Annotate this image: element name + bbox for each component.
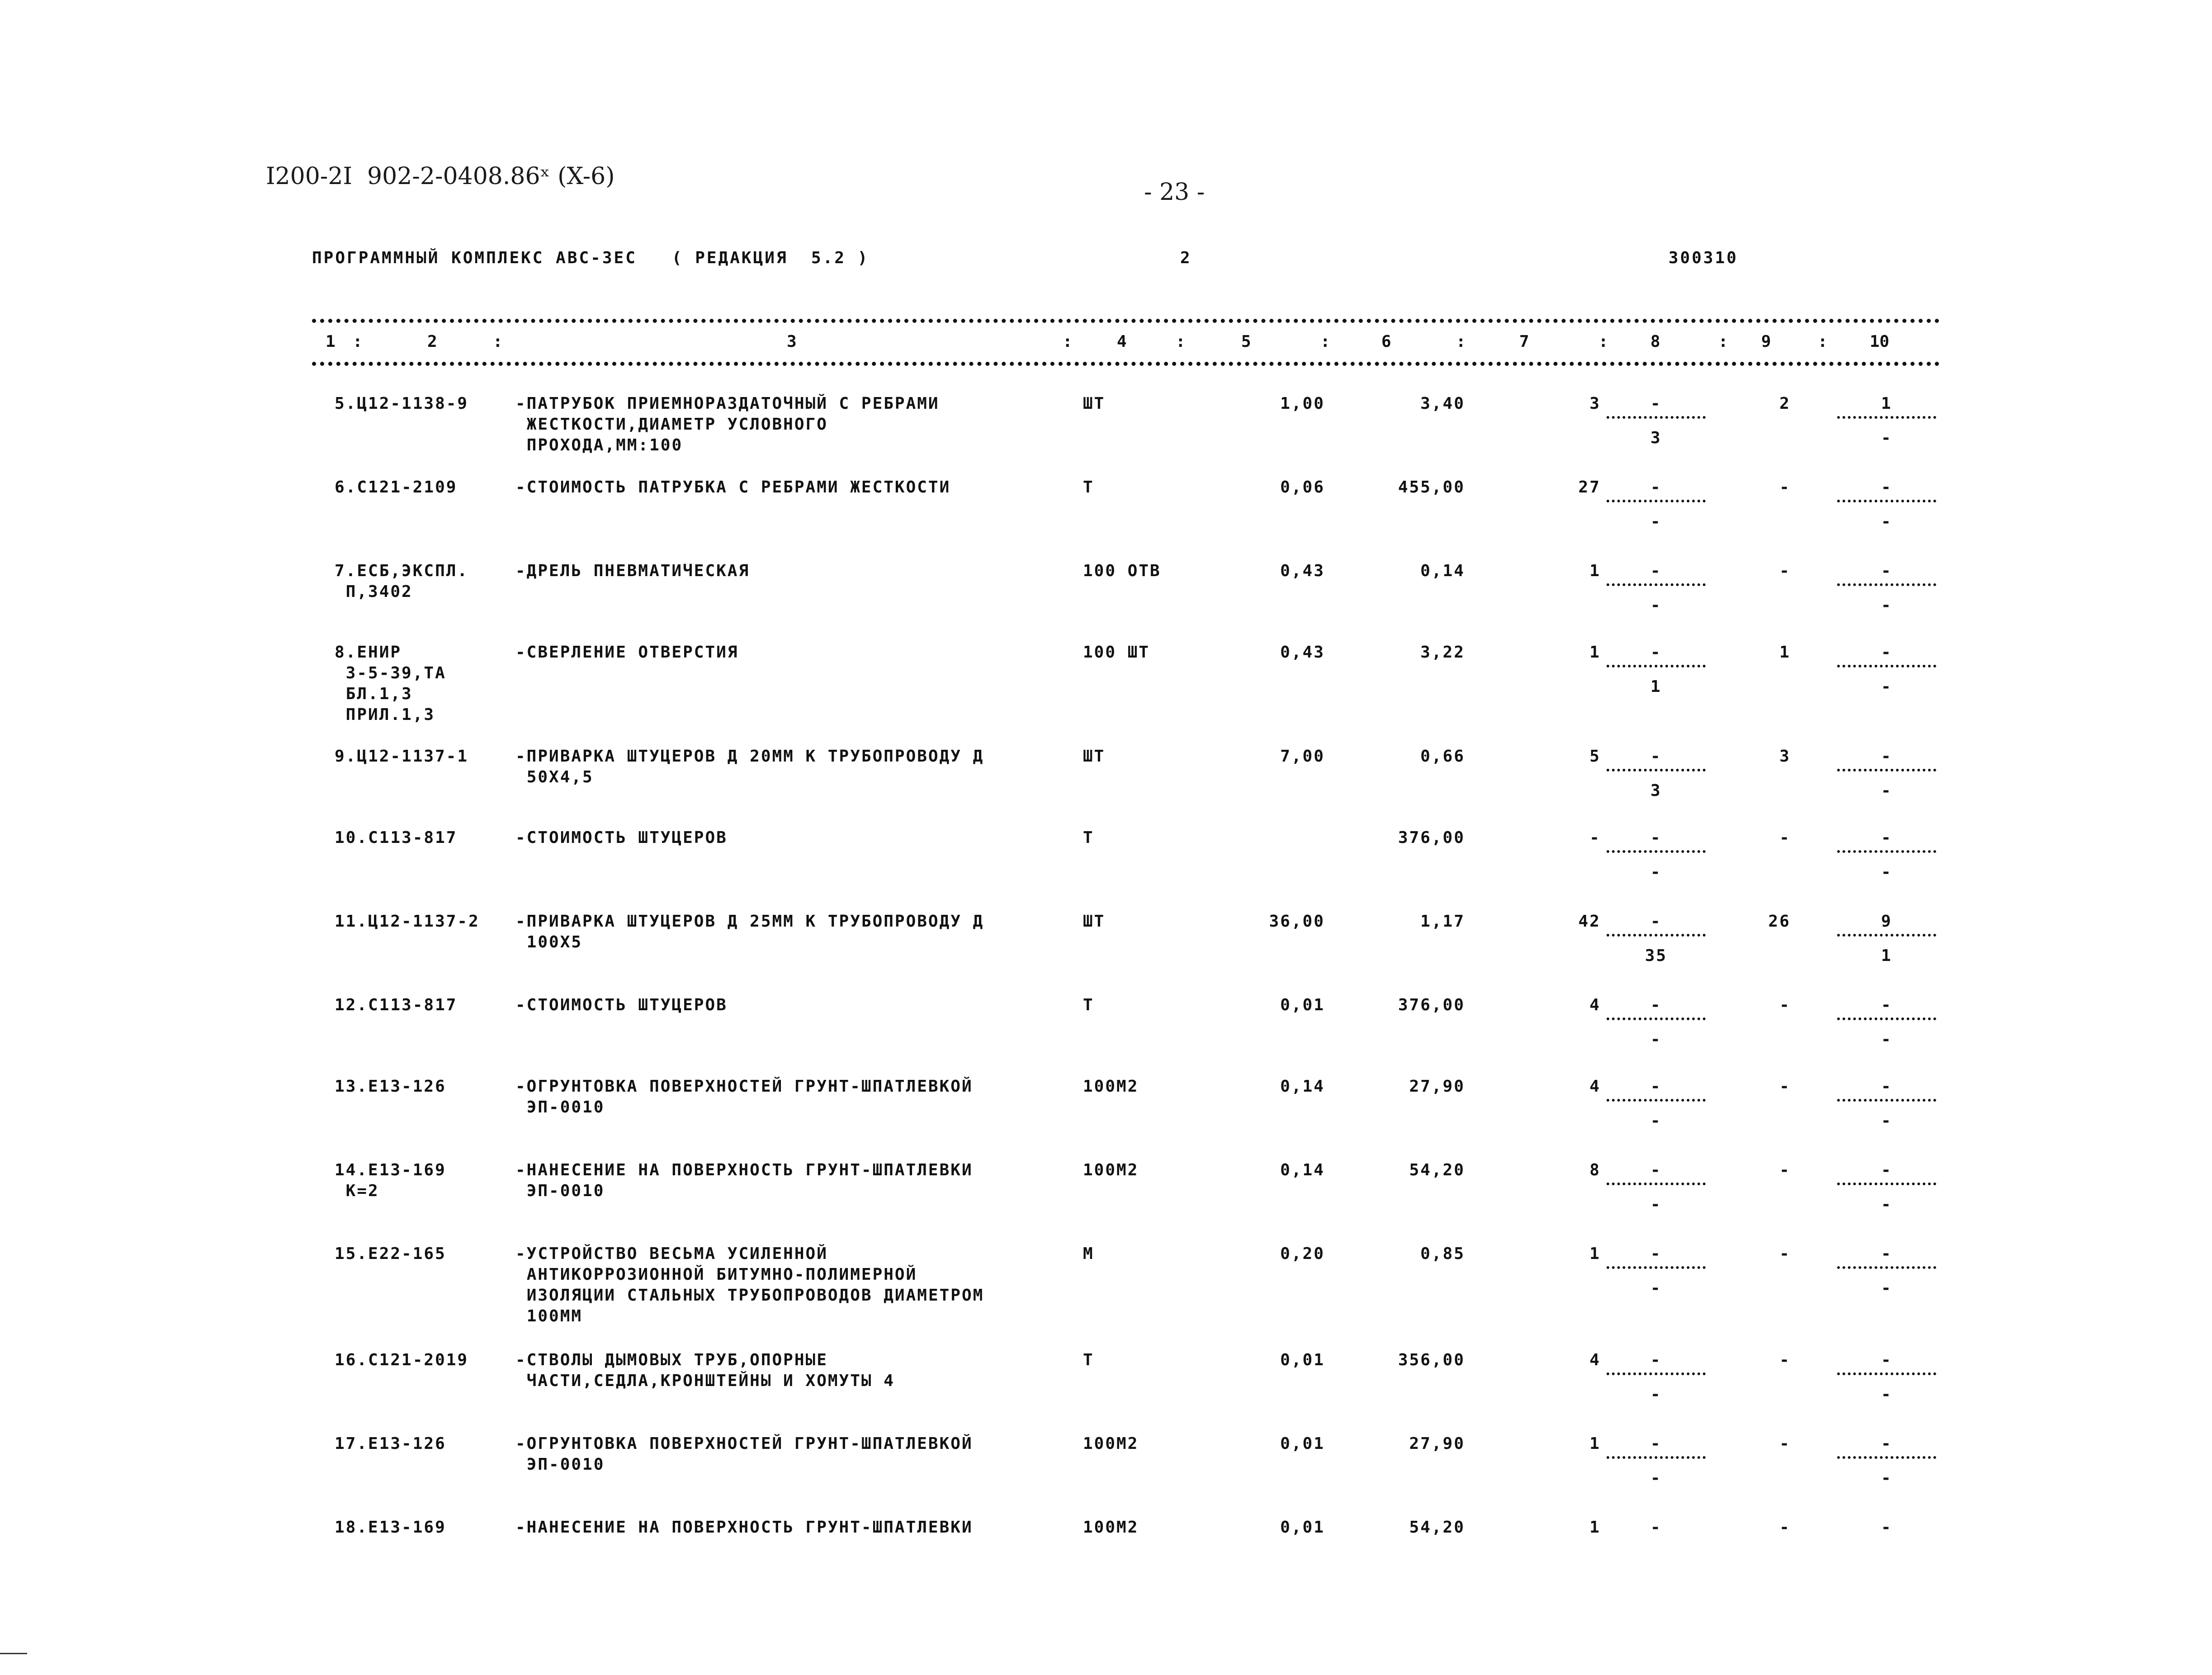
column-10-fraction-rule (1837, 769, 1936, 771)
unit: 100 ОТВ (1083, 562, 1161, 580)
column-8-fraction-bottom: - (1650, 1030, 1662, 1049)
work-description: -ПАТРУБОК ПРИЕМНОРАЗДАТОЧНЫЙ С РЕБРАМИ ЖЕСТКОСТИ,ДИАМЕТР УСЛОВНОГО ПРОХОДА,ММ:100 (515, 394, 940, 454)
document-code: 300310 (1668, 249, 1739, 267)
column-separator: : (1718, 332, 1728, 351)
work-description: -СТОИМОСТЬ ШТУЦЕРОВ (515, 828, 728, 847)
column-9-value: - (1779, 1351, 1791, 1369)
column-8-fraction-bottom: - (1650, 512, 1662, 531)
column-10-fraction (1834, 477, 1940, 532)
column-10-fraction-rule (1837, 850, 1936, 853)
column-8-fraction-rule (1607, 1099, 1706, 1102)
column-8-fraction-rule (1607, 850, 1706, 853)
column-8-fraction (1603, 642, 1709, 697)
total-cost: 42 (1578, 912, 1601, 931)
column-10-fraction-bottom: - (1881, 1279, 1892, 1297)
quantity: 0,01 (1280, 1434, 1325, 1453)
unit-price: 3,40 (1420, 394, 1465, 413)
column-number: 3 (787, 332, 797, 351)
column-8-fraction-top: - (1650, 912, 1662, 931)
column-10-fraction-top: 9 (1881, 912, 1892, 931)
column-8-fraction-bottom: 3 (1650, 429, 1662, 447)
column-10-fraction (1834, 746, 1940, 801)
unit-price: 0,85 (1420, 1244, 1465, 1263)
column-8-fraction-bottom: - (1650, 1385, 1662, 1404)
total-cost: 8 (1589, 1161, 1601, 1179)
column-8-fraction-top: - (1650, 643, 1662, 662)
column-10-fraction-rule (1837, 500, 1936, 502)
column-separator: : (493, 332, 503, 351)
column-8-fraction (1603, 828, 1709, 883)
unit: Т (1083, 996, 1094, 1014)
column-8-fraction-rule (1607, 416, 1706, 419)
column-10-fraction-bottom: - (1881, 863, 1892, 881)
unit: М (1083, 1244, 1094, 1263)
unit-price: 455,00 (1398, 478, 1465, 497)
position-code: 9.Ц12-1137-1 (335, 747, 469, 766)
column-8-fraction-top: - (1650, 1077, 1662, 1096)
column-8-fraction-top: - (1650, 1434, 1662, 1453)
total-cost: 5 (1589, 747, 1601, 766)
work-description: -ОГРУНТОВКА ПОВЕРХНОСТЕЙ ГРУНТ-ШПАТЛЕВКОЙ ЭП-0010 (515, 1434, 973, 1474)
column-10-fraction (1834, 393, 1940, 449)
column-8-fraction (1603, 1244, 1709, 1299)
total-cost: 4 (1589, 996, 1601, 1014)
column-separator: : (1063, 332, 1073, 351)
column-9-value: - (1779, 562, 1791, 580)
column-10-fraction-top: - (1881, 1351, 1892, 1369)
column-8-fraction-rule (1607, 1456, 1706, 1459)
column-10-fraction-top: - (1881, 1077, 1892, 1096)
position-code: 14.Е13-169 К=2 (335, 1161, 446, 1200)
column-separator: : (353, 332, 363, 351)
column-separator: : (1456, 332, 1466, 351)
column-8-fraction-bottom: 1 (1650, 677, 1662, 696)
column-10-fraction (1834, 1244, 1940, 1299)
column-9-value: 3 (1779, 747, 1791, 766)
column-10-fraction-rule (1837, 1266, 1936, 1269)
column-10-fraction-top: - (1881, 643, 1892, 662)
column-8-fraction (1603, 1350, 1709, 1405)
unit: 100М2 (1083, 1161, 1139, 1179)
column-8-fraction-rule (1607, 769, 1706, 771)
column-9-value: - (1779, 1434, 1791, 1453)
total-cost: 1 (1589, 562, 1601, 580)
column-10-fraction-bottom: - (1881, 429, 1892, 447)
total-cost: 27 (1578, 478, 1601, 497)
column-separator: : (1176, 332, 1186, 351)
column-8-fraction-bottom: - (1650, 1112, 1662, 1130)
column-10-fraction (1834, 828, 1940, 883)
column-8-fraction-bottom: 35 (1645, 946, 1668, 965)
column-8-fraction (1603, 1434, 1709, 1489)
table-header-rule (312, 362, 1940, 366)
unit-price: 0,66 (1420, 747, 1465, 766)
work-description: -СТВОЛЫ ДЫМОВЫХ ТРУБ,ОПОРНЫЕ ЧАСТИ,СЕДЛА,КРОНШТЕЙНЫ И ХОМУТЫ 4 (515, 1351, 895, 1390)
column-number: 10 (1870, 332, 1890, 351)
quantity: 0,43 (1280, 643, 1325, 662)
total-cost: 1 (1589, 1518, 1601, 1537)
column-8-fraction-bottom: - (1650, 1469, 1662, 1487)
position-code: 16.С121-2019 (335, 1351, 469, 1369)
column-number: 1 (326, 332, 336, 351)
column-8-fraction (1603, 393, 1709, 449)
column-9-value: - (1779, 996, 1791, 1014)
position-code: 7.ЕСБ,ЭКСПЛ. П,3402 (335, 562, 469, 601)
column-10-fraction-rule (1837, 416, 1936, 419)
column-9-value: 2 (1779, 394, 1791, 413)
total-cost: 1 (1589, 643, 1601, 662)
unit: ШТ (1083, 747, 1106, 766)
column-10-fraction-rule (1837, 1017, 1936, 1020)
column-number: 8 (1650, 332, 1660, 351)
column-8-fraction-top: - (1650, 1518, 1662, 1537)
quantity: 0,20 (1280, 1244, 1325, 1263)
column-9-value: - (1779, 1161, 1791, 1179)
total-cost: 3 (1589, 394, 1601, 413)
work-description: -ПРИВАРКА ШТУЦЕРОВ Д 25ММ К ТРУБОПРОВОДУ Д 100Х5 (515, 912, 984, 951)
work-description: -СВЕРЛЕНИЕ ОТВЕРСТИЯ (515, 643, 739, 662)
column-8-fraction-bottom: 3 (1650, 781, 1662, 800)
position-code: 15.Е22-165 (335, 1244, 446, 1263)
column-10-fraction-rule (1837, 1456, 1936, 1459)
position-code: 13.Е13-126 (335, 1077, 446, 1096)
total-cost: 1 (1589, 1434, 1601, 1453)
column-10-fraction-rule (1837, 1099, 1936, 1102)
document-stamp: I200-2I 902-2-0408.86ˣ (X-6) (266, 163, 615, 190)
sheet-number: 2 (1180, 249, 1192, 267)
unit-price: 27,90 (1409, 1077, 1465, 1096)
column-number: 5 (1241, 332, 1251, 351)
column-9-value: - (1779, 478, 1791, 497)
column-9-value: 26 (1768, 912, 1791, 931)
quantity: 36,00 (1269, 912, 1325, 931)
unit: Т (1083, 1351, 1094, 1369)
work-description: -ПРИВАРКА ШТУЦЕРОВ Д 20ММ К ТРУБОПРОВОДУ Д 50Х4,5 (515, 747, 984, 786)
column-separator: : (1818, 332, 1828, 351)
column-8-fraction-rule (1607, 1372, 1706, 1375)
column-8-fraction-top: - (1650, 478, 1662, 497)
column-10-fraction-top: - (1881, 747, 1892, 766)
position-code: 8.ЕНИР 3-5-39,ТА БЛ.1,3 ПРИЛ.1,3 (335, 643, 446, 724)
work-description: -УСТРОЙСТВО ВЕСЬМА УСИЛЕННОЙ АНТИКОРРОЗИОННОЙ БИТУМНО-ПОЛИМЕРНОЙ ИЗОЛЯЦИИ СТАЛЬНЫХ ТРУБОПРОВОДОВ ДИАМЕТРОМ 100ММ (515, 1244, 984, 1325)
position-code: 5.Ц12-1138-9 (335, 394, 469, 413)
column-8-fraction (1603, 477, 1709, 532)
column-8-fraction-rule (1607, 1183, 1706, 1185)
unit-price: 376,00 (1398, 996, 1465, 1014)
column-8-fraction-rule (1607, 583, 1706, 586)
column-10-fraction-top: - (1881, 1244, 1892, 1263)
quantity: 0,01 (1280, 1351, 1325, 1369)
column-10-fraction-bottom: - (1881, 1112, 1892, 1130)
column-8-fraction-top: - (1650, 747, 1662, 766)
unit-price: 1,17 (1420, 912, 1465, 931)
column-8-fraction-rule (1607, 1017, 1706, 1020)
unit-price: 54,20 (1409, 1161, 1465, 1179)
position-code: 18.Е13-169 (335, 1518, 446, 1537)
column-10-fraction (1834, 1434, 1940, 1489)
column-10-fraction (1834, 561, 1940, 616)
column-number: 6 (1381, 332, 1391, 351)
position-code: 11.Ц12-1137-2 (335, 912, 480, 931)
column-8-fraction (1603, 911, 1709, 966)
column-10-fraction-bottom: - (1881, 1385, 1892, 1404)
column-8-fraction (1603, 1517, 1709, 1538)
column-separator: : (1320, 332, 1330, 351)
column-8-fraction-rule (1607, 500, 1706, 502)
column-8-fraction-rule (1607, 1266, 1706, 1269)
column-9-value: 1 (1779, 643, 1791, 662)
column-10-fraction (1834, 1350, 1940, 1405)
column-10-fraction (1834, 1160, 1940, 1215)
column-8-fraction-top: - (1650, 562, 1662, 580)
quantity: 0,06 (1280, 478, 1325, 497)
work-description: -СТОИМОСТЬ ШТУЦЕРОВ (515, 996, 728, 1014)
position-code: 10.С113-817 (335, 828, 458, 847)
column-9-value: - (1779, 1244, 1791, 1263)
quantity: 0,43 (1280, 562, 1325, 580)
unit: Т (1083, 478, 1094, 497)
unit: Т (1083, 828, 1094, 847)
column-10-fraction-rule (1837, 934, 1936, 937)
total-cost: 1 (1589, 1244, 1601, 1263)
work-description: -СТОИМОСТЬ ПАТРУБКА С РЕБРАМИ ЖЕСТКОСТИ (515, 478, 951, 497)
column-8-fraction-top: - (1650, 1161, 1662, 1179)
total-cost: 4 (1589, 1077, 1601, 1096)
column-8-fraction-top: - (1650, 996, 1662, 1014)
column-10-fraction-bottom: - (1881, 596, 1892, 615)
column-10-fraction (1834, 911, 1940, 966)
column-8-fraction-top: - (1650, 1244, 1662, 1263)
column-8-fraction-bottom: - (1650, 863, 1662, 881)
column-10-fraction-bottom: 1 (1881, 946, 1892, 965)
page-number: - 23 - (1144, 179, 1205, 206)
column-number: 4 (1117, 332, 1127, 351)
margin-mark (0, 1653, 27, 1654)
column-separator: : (1598, 332, 1608, 351)
column-8-fraction-top: - (1650, 394, 1662, 413)
work-description: -НАНЕСЕНИЕ НА ПОВЕРХНОСТЬ ГРУНТ-ШПАТЛЕВКИ ЭП-0010 (515, 1161, 973, 1200)
column-10-fraction-rule (1837, 1183, 1936, 1185)
work-description: -ДРЕЛЬ ПНЕВМАТИЧЕСКАЯ (515, 562, 750, 580)
column-10-fraction-bottom: - (1881, 1195, 1892, 1214)
column-10-fraction-bottom: - (1881, 781, 1892, 800)
column-10-fraction-bottom: - (1881, 1030, 1892, 1049)
unit: 100М2 (1083, 1518, 1139, 1537)
column-10-fraction-bottom: - (1881, 677, 1892, 696)
column-10-fraction-rule (1837, 583, 1936, 586)
column-10-fraction-rule (1837, 665, 1936, 667)
column-8-fraction-bottom: - (1650, 1279, 1662, 1297)
work-description: -ОГРУНТОВКА ПОВЕРХНОСТЕЙ ГРУНТ-ШПАТЛЕВКОЙ ЭП-0010 (515, 1077, 973, 1117)
column-10-fraction-bottom: - (1881, 512, 1892, 531)
column-10-fraction-top: - (1881, 1161, 1892, 1179)
column-9-value: - (1779, 828, 1791, 847)
unit-price: 0,14 (1420, 562, 1465, 580)
column-10-fraction-top: - (1881, 828, 1892, 847)
column-10-fraction-top: - (1881, 1518, 1892, 1537)
position-code: 17.Е13-126 (335, 1434, 446, 1453)
column-10-fraction-rule (1837, 1372, 1936, 1375)
column-number: 7 (1519, 332, 1529, 351)
column-10-fraction-top: - (1881, 996, 1892, 1014)
work-description: -НАНЕСЕНИЕ НА ПОВЕРХНОСТЬ ГРУНТ-ШПАТЛЕВКИ (515, 1518, 973, 1537)
program-header: ПРОГРАММНЫЙ КОМПЛЕКС АВС-3ЕС ( РЕДАКЦИЯ 5.2 ) (312, 249, 870, 267)
column-9-value: - (1779, 1077, 1791, 1096)
unit-price: 376,00 (1398, 828, 1465, 847)
unit: 100М2 (1083, 1434, 1139, 1453)
unit-price: 54,20 (1409, 1518, 1465, 1537)
column-number: 9 (1761, 332, 1771, 351)
quantity: 0,01 (1280, 1518, 1325, 1537)
quantity: 1,00 (1280, 394, 1325, 413)
column-10-fraction (1834, 1517, 1940, 1538)
unit: ШТ (1083, 912, 1106, 931)
column-8-fraction (1603, 1160, 1709, 1215)
column-8-fraction-rule (1607, 665, 1706, 667)
column-9-value: - (1779, 1518, 1791, 1537)
column-10-fraction (1834, 1076, 1940, 1131)
quantity: 0,14 (1280, 1161, 1325, 1179)
unit: 100 ШТ (1083, 643, 1150, 662)
column-10-fraction-top: - (1881, 1434, 1892, 1453)
column-number: 2 (427, 332, 437, 351)
column-8-fraction-rule (1607, 934, 1706, 937)
position-code: 12.С113-817 (335, 996, 458, 1014)
column-10-fraction (1834, 642, 1940, 697)
column-10-fraction-top: - (1881, 562, 1892, 580)
position-code: 6.С121-2109 (335, 478, 458, 497)
unit: ШТ (1083, 394, 1106, 413)
table-top-rule (312, 319, 1940, 323)
unit-price: 356,00 (1398, 1351, 1465, 1369)
column-8-fraction (1603, 995, 1709, 1050)
unit-price: 3,22 (1420, 643, 1465, 662)
column-8-fraction-bottom: - (1650, 1195, 1662, 1214)
column-8-fraction-top: - (1650, 828, 1662, 847)
column-8-fraction-bottom: - (1650, 596, 1662, 615)
column-8-fraction (1603, 746, 1709, 801)
column-8-fraction (1603, 1076, 1709, 1131)
quantity: 0,01 (1280, 996, 1325, 1014)
quantity: 7,00 (1280, 747, 1325, 766)
unit-price: 27,90 (1409, 1434, 1465, 1453)
column-8-fraction-top: - (1650, 1351, 1662, 1369)
column-8-fraction (1603, 561, 1709, 616)
column-10-fraction (1834, 995, 1940, 1050)
quantity: 0,14 (1280, 1077, 1325, 1096)
unit: 100М2 (1083, 1077, 1139, 1096)
column-10-fraction-top: - (1881, 478, 1892, 497)
column-10-fraction-top: 1 (1881, 394, 1892, 413)
total-cost: 4 (1589, 1351, 1601, 1369)
total-cost: - (1589, 828, 1601, 847)
column-10-fraction-bottom: - (1881, 1469, 1892, 1487)
